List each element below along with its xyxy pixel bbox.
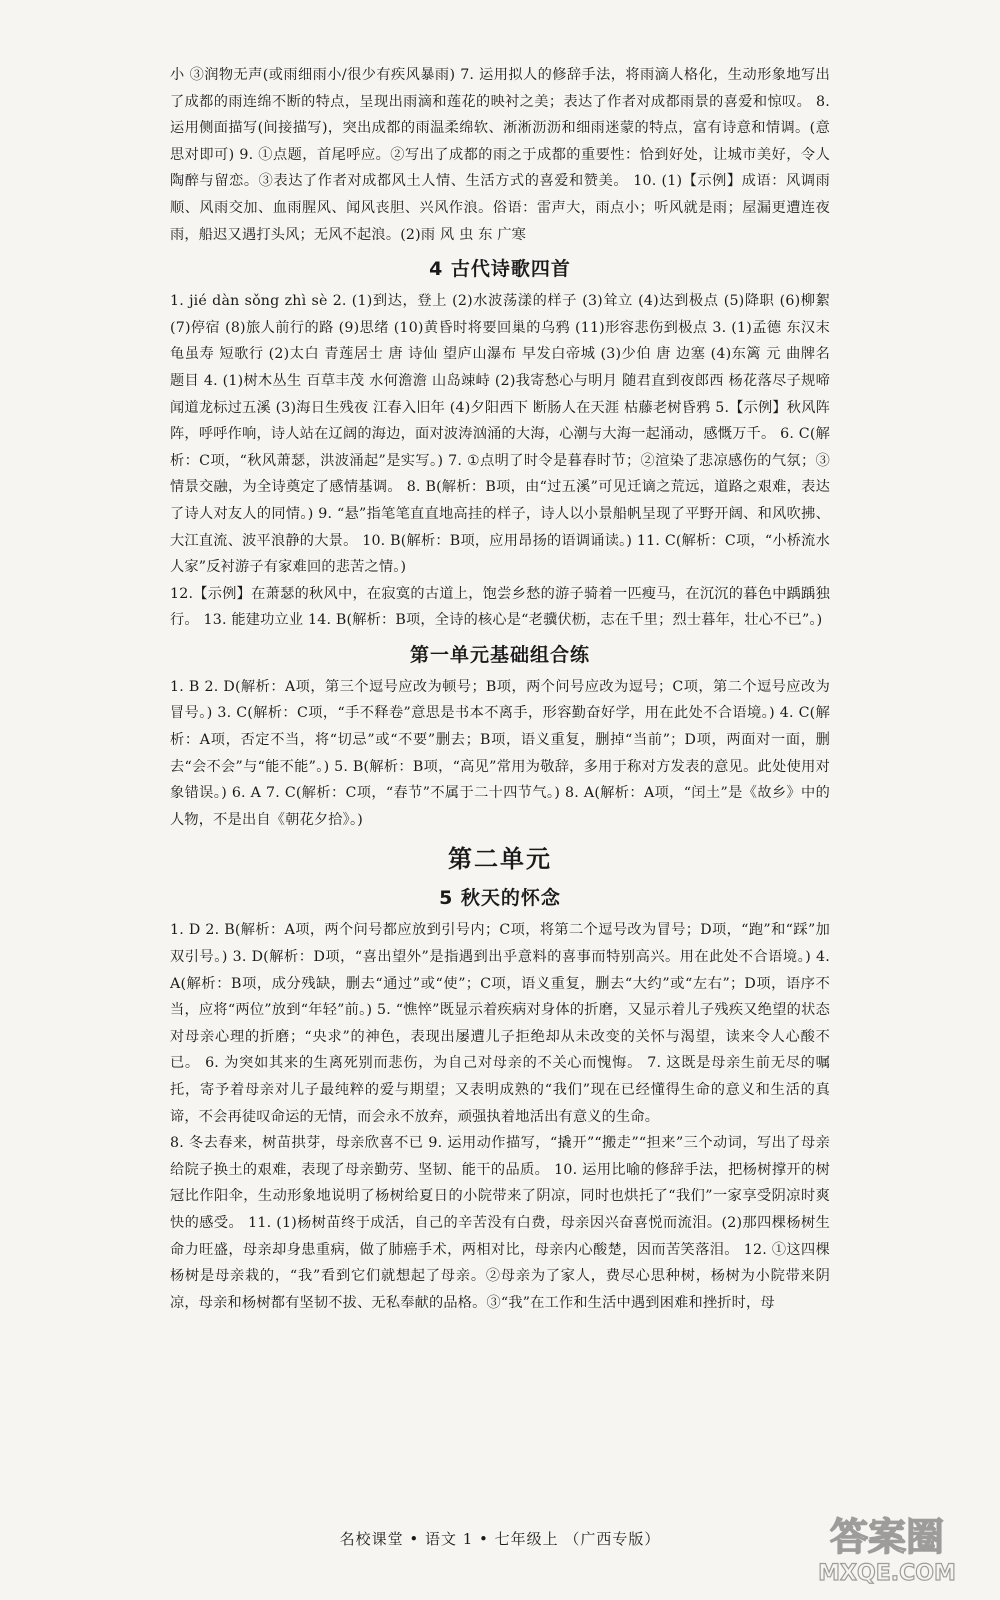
answer-paragraph: 1. B 2. D(解析：A项，第三个逗号应改为顿号；B项，两个问号应改为逗号；C项，第二个逗号应改为冒号。) 3. C(解析：C项，“手不释卷”意思是书本不离手，形容勤奋好学，用在此处不合语境。) 4. C(解析：A项，否定不当，将“切忌”或“不要”删去；B项，语义重复，删掉“当前”；D项，两面对一面，删去“会不会”与“能不能”。) 5. B(解析：B项，“高见”常用为敬辞，多用于称对方发表的意见。此处使用对象错误。) 6. A 7. C(解析：C项，“春节”不属于二十四节气。) 8. A(解析：A项，“闰土”是《故乡》中的人物，不是出自《朝花夕拾》。) [170,678,830,828]
answer-paragraph: 小 ③润物无声(或雨细雨小/很少有疾风暴雨) 7. 运用拟人的修辞手法，将雨滴人格化，生动形象地写出了成都的雨连绵不断的特点，呈现出雨滴和莲花的映衬之美；表达了作者对成都雨景的喜爱和惊叹。 8. 运用侧面描写(间接描写)，突出成都的雨温柔绵软、淅淅沥沥和细雨迷蒙的特点，富有诗意和情调。(意思对即可) 9. ①点题，首尾呼应。②写出了成都的雨之于成都的重要性：恰到好处，让城市美好，令人陶醉与留恋。③表达了作者对成都风土人情、生活方式的喜爱和赞美。 10. (1)【示例】成语：风调雨顺、风雨交加、血雨腥风、闻风丧胆、兴风作浪。俗语：雷声大，雨点小；听风就是雨；屋漏更遭连夜雨，船迟又遇打头风；无风不起浪。(2)雨 风 虫 东 广寒 [170,67,830,243]
watermark-logo [792,1508,982,1588]
answer-page [170,62,830,1316]
answer-paragraph: 8. 冬去春来，树苗拱芽，母亲欣喜不已 9. 运用动作描写，“撬开”“搬走”“担来”三个动词，写出了母亲给院子换土的艰难，表现了母亲勤劳、坚韧、能干的品质。 10. 运用比喻的修辞手法，把杨树撑开的树冠比作阳伞，生动形象地说明了杨树给夏日的小院带来了阴凉，同时也烘托了“我们”一家享受阴凉时爽快的感受。 11. (1)杨树苗终于成活，自己的辛苦没有白费，母亲因兴奋喜悦而流泪。(2)那四棵杨树生命力旺盛，母亲却身患重病，做了肺癌手术，两相对比，母亲内心酸楚，因而苦笑落泪。 12. ①这四棵杨树是母亲栽的，“我”看到它们就想起了母亲。②母亲为了家人，费尽心思种树，杨树为小院带来阴凉，母亲和杨树都有坚韧不拔、无私奉献的品格。③“我”在工作和生活中遇到困难和挫折时，母 [170,1135,830,1311]
answer-paragraph: 12.【示例】在萧瑟的秋风中，在寂寞的古道上，饱尝乡愁的游子骑着一匹瘦马，在沉沉的暮色中踽踽独行。 13. 能建功立业 14. B(解析：B项，全诗的核心是“老骥伏枥，志在千里；烈士暮年，壮心不已”。) [170,585,830,629]
watermark-url: MXQE.COM [818,1561,956,1586]
watermark-title: 答案圈 [829,1515,945,1559]
section-heading: 4 古代诗歌四首 [429,258,571,281]
section-heading: 5 秋天的怀念 [439,887,561,910]
answer-paragraph: 1. D 2. B(解析：A项，两个问号都应放到引号内；C项，将第二个逗号改为冒号；D项，“跑”和“踩”加双引号。) 3. D(解析：D项，“喜出望外”是指遇到出乎意料的喜事而特别高兴。用在此处不合语境。) 4. A(解析：B项，成分残缺，删去“通过”或“使”；C项，语义重复，删去“大约”或“左右”；D项，语序不当，应将“两位”放到“年轻”前。) 5. “憔悴”既显示着疾病对身体的折磨，又显示着儿子残疾又绝望的状态对母亲心理的折磨；“央求”的神色，表现出屡遭儿子拒绝却从未改变的关怀与渴望，读来令人心酸不已。 6. 为突如其来的生离死别而悲伤，为自己对母亲的不关心而愧悔。 7. 这既是母亲生前无尽的嘱托，寄予着母亲对儿子最纯粹的爱与期望；又表明成熟的“我们”现在已经懂得生命的意义和生活的真谛，不会再徒叹命运的无情，而会永不放弃，顽强执着地活出有意义的生命。 [170,922,830,1125]
answer-block [170,674,830,834]
answer-block [170,62,830,248]
unit-title: 第二单元 [448,845,552,874]
page-footer: 名校课堂 • 语文 1 • 七年级上 （广西专版） [339,1530,661,1548]
answer-paragraph: 1. jié dàn sǒng zhì sè 2. (1)到达，登上 (2)水波荡漾的样子 (3)耸立 (4)达到极点 (5)降职 (6)柳絮 (7)停宿 (8)旅人前行的路 (9)思绪 (10)黄昏时将要回巢的乌鸦 (11)形容悲伤到极点 3. (1)孟德 东汉末 龟虽寿 短歌行 (2)太白 青莲居士 唐 诗仙 望庐山瀑布 早发白帝城 (3)少伯 唐 边塞 (4)东篱 元 曲牌名 题目 4. (1)树木丛生 百草丰茂 水何澹澹 山岛竦峙 (2)我寄愁心与明月 随君直到夜郎西 杨花落尽子规啼 闻道龙标过五溪 (3)海日生残夜 江春入旧年 (4)夕阳西下 断肠人在天涯 枯藤老树昏鸦 5.【示例】秋风阵阵，呼呼作响，诗人站在辽阔的海边，面对波涛汹涌的大海，心潮与大海一起涌动，感慨万千。 6. C(解析：C项，“秋风萧瑟，洪波涌起”是实写。) 7. ①点明了时令是暮春时节；②渲染了悲凉感伤的气氛；③情景交融，为全诗奠定了感情基调。 8. B(解析：B项，由“过五溪”可见迁谪之荒远，道路之艰难，表达了诗人对友人的同情。) 9. “悬”指笔笔直直地高挂的样子，诗人以小景船帆呈现了平野开阔、和风吹拂、大江直流、波平浪静的大景。 10. B(解析：B项，应用昂扬的语调诵读。) 11. C(解析：C项，“小桥流水人家”反衬游子有家难回的悲苦之情。) [170,293,830,576]
answer-block [170,917,830,1316]
answer-block [170,288,830,634]
section-heading: 第一单元基础组合练 [409,643,590,666]
